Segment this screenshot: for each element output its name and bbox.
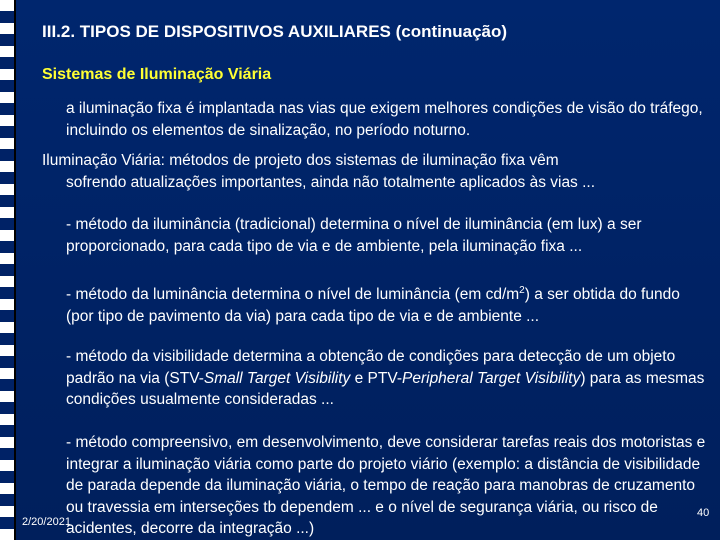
method-luminance xyxy=(66,280,711,327)
slide-title: III.2. TIPOS DE DISPOSITIVOS AUXILIARES (continuação) xyxy=(42,22,508,41)
decorative-border xyxy=(0,0,14,540)
paragraph-design-methods xyxy=(42,150,702,193)
section-heading: Sistemas de Iluminação Viária xyxy=(42,66,272,83)
superscript-2: 2 xyxy=(519,285,525,296)
method-luminance-text-b: ) a ser obtida do fundo (por tipo de pavimento da via) para cada tipo de via e de ambiente ... xyxy=(66,286,680,325)
paragraph-fixed-lighting: a iluminação fixa é implantada nas vias que exigem melhores condições de visão do tráfego, incluindo os elementos de sinalização, no período noturno. xyxy=(66,100,703,139)
paragraph-design-methods-rest: sofrendo atualizações importantes, ainda não totalmente aplicados às vias ... xyxy=(66,173,596,191)
stv-term: Small Target Visibility xyxy=(203,369,351,387)
method-illuminance: - método da iluminância (tradicional) determina o nível de iluminância (em lux) a ser proporcionado, para cada tipo de via e de ambiente, pela iluminação fixa ... xyxy=(66,216,642,255)
paragraph-design-methods-first-line: Iluminação Viária: métodos de projeto dos sistemas de iluminação fixa vêm xyxy=(42,152,559,169)
method-visibility-text-a: - método da visibilidade determina a obtenção de condições para detecção de um objeto padrão na via (STV- xyxy=(66,348,676,387)
method-luminance-text-a: - método da luminância determina o nível de luminância (em cd/m xyxy=(66,286,520,303)
ptv-term: Peripheral Target Visibility xyxy=(402,369,581,387)
method-comprehensive: - método compreensivo, em desenvolvimento, deve considerar tarefas reais dos motoristas e integrar a iluminação viária como parte do projeto viário (exemplo: a distância de visibilidade de parada depende da iluminação viária, o tempo de reação para manobras de cruzamento ou travessia em interseções tb dependem ... e o nível de segurança viária, ou risco de acidentes, decorre da integração ...) xyxy=(66,434,706,537)
method-visibility xyxy=(66,346,711,411)
page-number: 40 xyxy=(697,507,710,519)
method-visibility-text-c: ) para as mesmas condições usualmente consideradas ... xyxy=(66,369,705,408)
slide-date: 2/20/2021 xyxy=(22,516,71,528)
method-visibility-text-b: e PTV- xyxy=(350,369,402,387)
